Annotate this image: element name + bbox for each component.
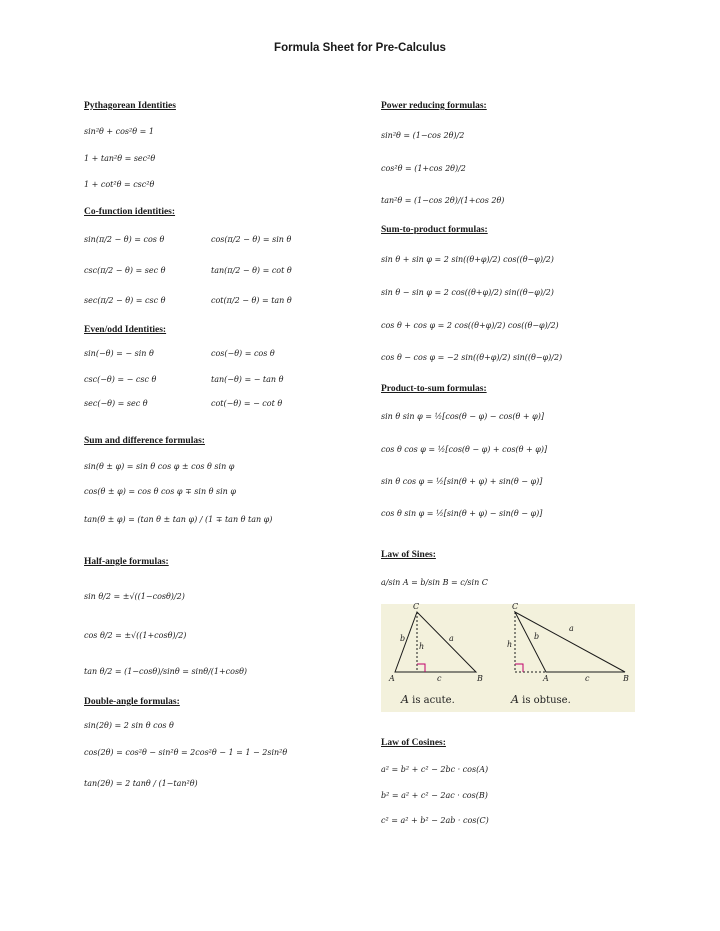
formula: cos(π/2 − θ) = sin θ xyxy=(211,235,292,244)
obtuse-triangle xyxy=(515,612,625,672)
formula: tan θ/2 = (1−cosθ)/sinθ = sinθ/(1+cosθ) xyxy=(84,667,248,676)
formula: tan(π/2 − θ) = cot θ xyxy=(211,266,292,275)
formula: sin θ − sin φ = 2 cos((θ+φ)/2) sin((θ−φ)/2) xyxy=(381,288,554,297)
evenodd-heading: Even/odd Identities: xyxy=(84,325,167,335)
formula: sin θ + sin φ = 2 sin((θ+φ)/2) cos((θ−φ)/2) xyxy=(381,255,554,264)
lawcosines-heading: Law of Cosines: xyxy=(381,738,446,748)
side-label: a xyxy=(569,624,574,633)
right-angle-marker xyxy=(417,664,425,672)
formula: cot(−θ) = − cot θ xyxy=(211,399,283,408)
height-label: h xyxy=(419,642,425,651)
formula: sin θ sin φ = ½[cos(θ − φ) − cos(θ + φ)] xyxy=(381,412,544,421)
formula: sin²θ + cos²θ = 1 xyxy=(84,127,154,136)
formula: 1 + cot²θ = csc²θ xyxy=(84,180,155,189)
formula: a² = b² + c² − 2bc · cos(A) xyxy=(381,765,489,774)
vertex-label: B xyxy=(477,674,483,683)
formula: sin θ cos φ = ½[sin(θ + φ) + sin(θ − φ)] xyxy=(381,477,543,486)
caption-variable: A xyxy=(401,693,409,706)
side-label: b xyxy=(534,632,540,641)
formula: c² = a² + b² − 2ab · cos(C) xyxy=(381,816,489,825)
vertex-label: C xyxy=(512,602,519,611)
formula: tan(θ ± φ) = (tan θ ± tan φ) / (1 ∓ tan θ tan φ) xyxy=(84,515,273,524)
formula: csc(−θ) = − csc θ xyxy=(84,375,157,384)
side-label: b xyxy=(400,634,406,643)
caption-text: is acute. xyxy=(412,695,455,706)
formula: tan(−θ) = − tan θ xyxy=(211,375,284,384)
formula: cos θ sin φ = ½[sin(θ + φ) − sin(θ − φ)] xyxy=(381,509,543,518)
formula: cos θ/2 = ±√((1+cosθ)/2) xyxy=(84,631,187,640)
height-label: h xyxy=(507,640,513,649)
formula: csc(π/2 − θ) = sec θ xyxy=(84,266,166,275)
acute-triangle xyxy=(395,612,476,672)
right-angle-marker xyxy=(515,664,523,672)
formula: cos(−θ) = cos θ xyxy=(211,349,275,358)
vertex-label: A xyxy=(389,674,395,683)
formula: sin(θ ± φ) = sin θ cos φ ± cos θ sin φ xyxy=(84,462,235,471)
powerreduce-heading: Power reducing formulas: xyxy=(381,101,487,111)
caption-text: is obtuse. xyxy=(522,695,571,706)
pythagorean-heading: Pythagorean Identities xyxy=(84,101,176,111)
formula: cos(2θ) = cos²θ − sin²θ = 2cos²θ − 1 = 1 − 2sin²θ xyxy=(84,748,288,757)
cofunction-heading: Co-function identities: xyxy=(84,207,176,217)
lawsines-heading: Law of Sines: xyxy=(381,550,436,560)
halfangle-heading: Half-angle formulas: xyxy=(84,557,169,567)
side-label: a xyxy=(449,634,454,643)
formula: sec(−θ) = sec θ xyxy=(84,399,148,408)
law-of-sines-figure xyxy=(381,604,635,712)
formula: sin²θ = (1−cos 2θ)/2 xyxy=(381,131,465,140)
formula: cos θ cos φ = ½[cos(θ − φ) + cos(θ + φ)] xyxy=(381,445,548,454)
vertex-label: C xyxy=(413,602,420,611)
sumtoproduct-heading: Sum-to-product formulas: xyxy=(381,225,488,235)
formula: sin(2θ) = 2 sin θ cos θ xyxy=(84,721,174,730)
formula: b² = a² + c² − 2ac · cos(B) xyxy=(381,791,488,800)
formula: sin θ/2 = ±√((1−cosθ)/2) xyxy=(84,592,185,601)
vertex-label: B xyxy=(623,674,629,683)
producttosum-heading: Product-to-sum formulas: xyxy=(381,384,487,394)
side-label: c xyxy=(585,674,590,683)
side-label: c xyxy=(437,674,442,683)
acute-caption xyxy=(401,693,455,706)
formula: cos²θ = (1+cos 2θ)/2 xyxy=(381,164,466,173)
formula: tan(2θ) = 2 tanθ / (1−tan²θ) xyxy=(84,779,198,788)
formula: sin(π/2 − θ) = cos θ xyxy=(84,235,165,244)
obtuse-caption xyxy=(511,693,571,706)
formula: sec(π/2 − θ) = csc θ xyxy=(84,296,166,305)
page-title: Formula Sheet for Pre-Calculus xyxy=(274,42,446,54)
formula: sin(−θ) = − sin θ xyxy=(84,349,154,358)
formula: 1 + tan²θ = sec²θ xyxy=(84,154,156,163)
formula: a/sin A = b/sin B = c/sin C xyxy=(381,578,488,587)
doubleangle-heading: Double-angle formulas: xyxy=(84,697,180,707)
vertex-label: A xyxy=(543,674,549,683)
formula: cot(π/2 − θ) = tan θ xyxy=(211,296,292,305)
sumdiff-heading: Sum and difference formulas: xyxy=(84,436,205,446)
formula: cos θ + cos φ = 2 cos((θ+φ)/2) cos((θ−φ)/2) xyxy=(381,321,559,330)
formula: cos(θ ± φ) = cos θ cos φ ∓ sin θ sin φ xyxy=(84,487,236,496)
formula: tan²θ = (1−cos 2θ)/(1+cos 2θ) xyxy=(381,196,505,205)
formula: cos θ − cos φ = −2 sin((θ+φ)/2) sin((θ−φ)/2) xyxy=(381,353,563,362)
caption-variable: A xyxy=(511,693,519,706)
